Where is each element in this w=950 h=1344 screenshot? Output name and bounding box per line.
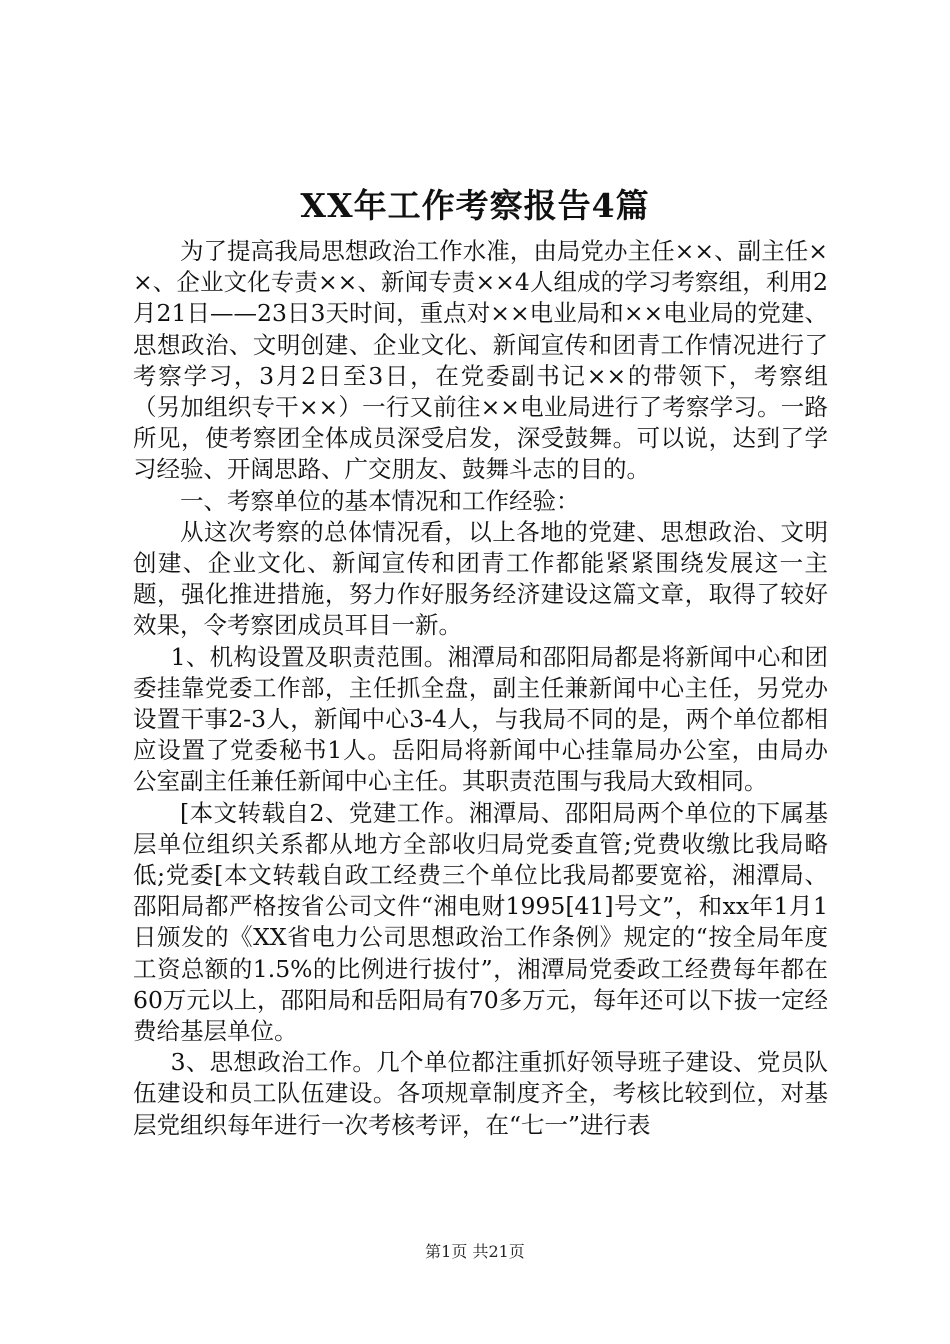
page-footer: 第1页 共21页	[425, 1242, 525, 1261]
section-heading-1: 一、考察单位的基本情况和工作经验：	[180, 486, 580, 515]
document-body	[133, 236, 828, 1141]
paragraph-political-work: 3、思想政治工作。几个单位都注重抓好领导班子建设、党员队伍建设和员工队伍建设。各项规章制度齐全，考核比较到位，对基层党组织每年进行一次考核考评，在“七一”进行表	[133, 1048, 828, 1139]
paragraph-organization: 1、机构设置及职责范围。湘潭局和邵阳局都是将新闻中心和团委挂靠党委工作部，主任抓全盘，副主任兼新闻中心主任，另党办设置干事2-3人，新闻中心3-4人，与我局不同的是，两个单位都相应设置了党委秘书1人。岳阳局将新闻中心挂靠局办公室，由局办公室副主任兼任新闻中心主任。其职责范围与我局大致相同。	[133, 642, 828, 796]
document-title: XX年工作考察报告4篇	[300, 186, 650, 225]
paragraph-party-building: [本文转载自2、党建工作。湘潭局、邵阳局两个单位的下属基层单位组织关系都从地方全部收归局党委直管;党费收缴比我局略低;党委[本文转载自政工经费三个单位比我局都要宽裕，湘潭局、邵阳局都严格按省公司文件“湘电财1995[41]号文”，和xx年1月1日颁发的《XX省电力公司思想政治工作条例》规定的“按全局年度工资总额的1.5%的比例进行拔付”，湘潭局党委政工经费每年都在60万元以上，邵阳局和岳阳局有70多万元，每年还可以下拔一定经费给基层单位。	[133, 798, 828, 1046]
paragraph-overview: 从这次考察的总体情况看，以上各地的党建、思想政治、文明创建、企业文化、新闻宣传和团青工作都能紧紧围绕发展这一主题，强化推进措施，努力作好服务经济建设这篇文章，取得了较好效果，令考察团成员耳目一新。	[133, 517, 828, 640]
paragraph-intro: 为了提高我局思想政治工作水准，由局党办主任××、副主任××、企业文化专责××、新闻专责××4人组成的学习考察组，利用2月21日——23日3天时间，重点对××电业局和××电业局的党建、思想政治、文明创建、企业文化、新闻宣传和团青工作情况进行了考察学习，3月2日至3日，在党委副书记××的带领下，考察组（另加组织专干××）一行又前往××电业局进行了考察学习。一路所见，使考察团全体成员深受启发，深受鼓舞。可以说，达到了学习经验、开阔思路、广交朋友、鼓舞斗志的目的。	[133, 237, 828, 484]
